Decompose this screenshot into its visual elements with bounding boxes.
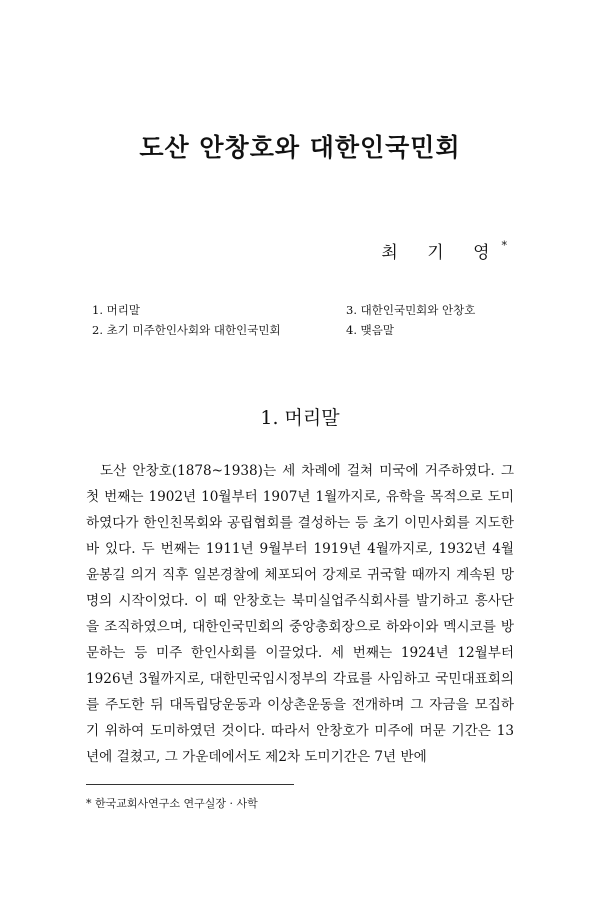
table-of-contents-left — [92, 300, 281, 340]
author-footnote-mark: * — [501, 239, 507, 253]
body-paragraph: 도산 안창호(1878~1938)는 세 차례에 걸쳐 미국에 거주하였다. 그 첫 번째는 1902년 10월부터 1907년 1월까지로, 유학을 목적으로 도미하였다가 한인친목회와 공립협회를 결성하는 등 초기 이민사회를 지도한 바 있다. 두 번째는 1911년 9월부터 1919년 4월까지로, 1932년 4월 윤봉길 의거 직후 일본경찰에 체포되어 강제로 귀국할 때까지 계속된 망명의 시작이었다. 이 때 안창호는 북미실업주식회사를 발기하고 흥사단을 조직하였으며, 대한인국민회의 중앙총회장으로 하와이와 멕시코를 방문하는 등 미주 한인사회를 이끌었다. 세 번째는 1924년 12월부터 1926년 3월까지로, 대한민국임시정부의 각료를 사임하고 국민대표회의를 주도한 뒤 대독립당운동과 이상촌운동을 전개하며 그 자금을 모집하기 위하여 도미하였던 것이다. 따라서 안창호가 미주에 머문 기간은 13년에 걸쳤고, 그 가운데에서도 제2차 도미기간은 7년 반에 — [86, 463, 514, 765]
toc-item: 4. 맺음말 — [346, 323, 394, 337]
toc-item: 2. 초기 미주한인사회와 대한인국민회 — [92, 323, 281, 337]
toc-item: 1. 머리말 — [92, 303, 140, 317]
table-of-contents-right — [346, 300, 475, 340]
author-name — [381, 238, 507, 263]
article-title: 도산 안창호와 대한인국민회 — [139, 133, 461, 162]
section-heading: 1. 머리말 — [260, 407, 340, 429]
footnote-divider — [86, 784, 294, 785]
toc-item: 3. 대한인국민회와 안창호 — [346, 303, 476, 317]
author-name-text: 최 기 영 — [381, 243, 502, 263]
footnote: * 한국교회사연구소 연구실장 · 사학 — [86, 797, 258, 810]
